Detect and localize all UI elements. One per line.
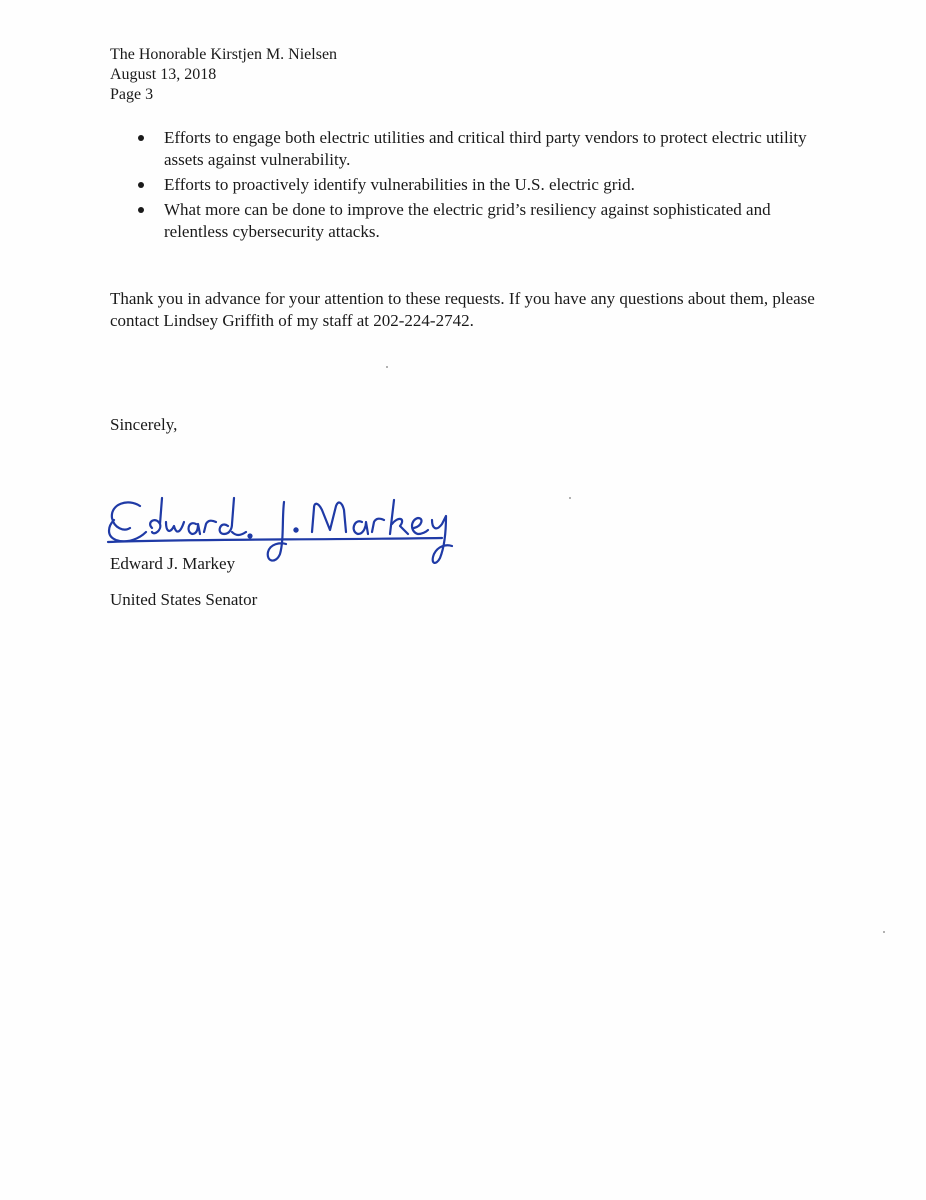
- date-line: August 13, 2018: [110, 66, 217, 83]
- scan-speck: [883, 931, 885, 933]
- closing-paragraph: Thank you in advance for your attention to these requests. If you have any questions about them, please contact Lindsey Griffith of my staff at 202-224-2742.: [110, 289, 815, 330]
- request-list: [110, 127, 830, 246]
- list-item-text: Efforts to proactively identify vulnerabilities in the U.S. electric grid.: [164, 175, 635, 194]
- letter-header: [110, 45, 337, 105]
- list-item-text: Efforts to engage both electric utilities and critical third party vendors to protect electric utility assets against vulnerability.: [164, 128, 807, 169]
- signer-name: Edward J. Markey: [110, 554, 236, 573]
- recipient-line: The Honorable Kirstjen M. Nielsen: [110, 46, 338, 63]
- bullet-icon: [138, 207, 144, 213]
- list-item-text: What more can be done to improve the electric grid’s resiliency against sophisticated and relentless cybersecurity attacks.: [164, 200, 771, 241]
- scan-speck: [569, 497, 571, 499]
- list-item: [110, 127, 830, 171]
- bullet-icon: [138, 135, 144, 141]
- page-number: Page 3: [110, 86, 154, 103]
- sign-off: Sincerely,: [110, 415, 178, 434]
- signer-title: United States Senator: [110, 590, 258, 609]
- list-item: [110, 199, 830, 243]
- bullet-icon: [138, 182, 144, 188]
- scan-speck: [386, 366, 388, 368]
- list-item: [110, 174, 830, 196]
